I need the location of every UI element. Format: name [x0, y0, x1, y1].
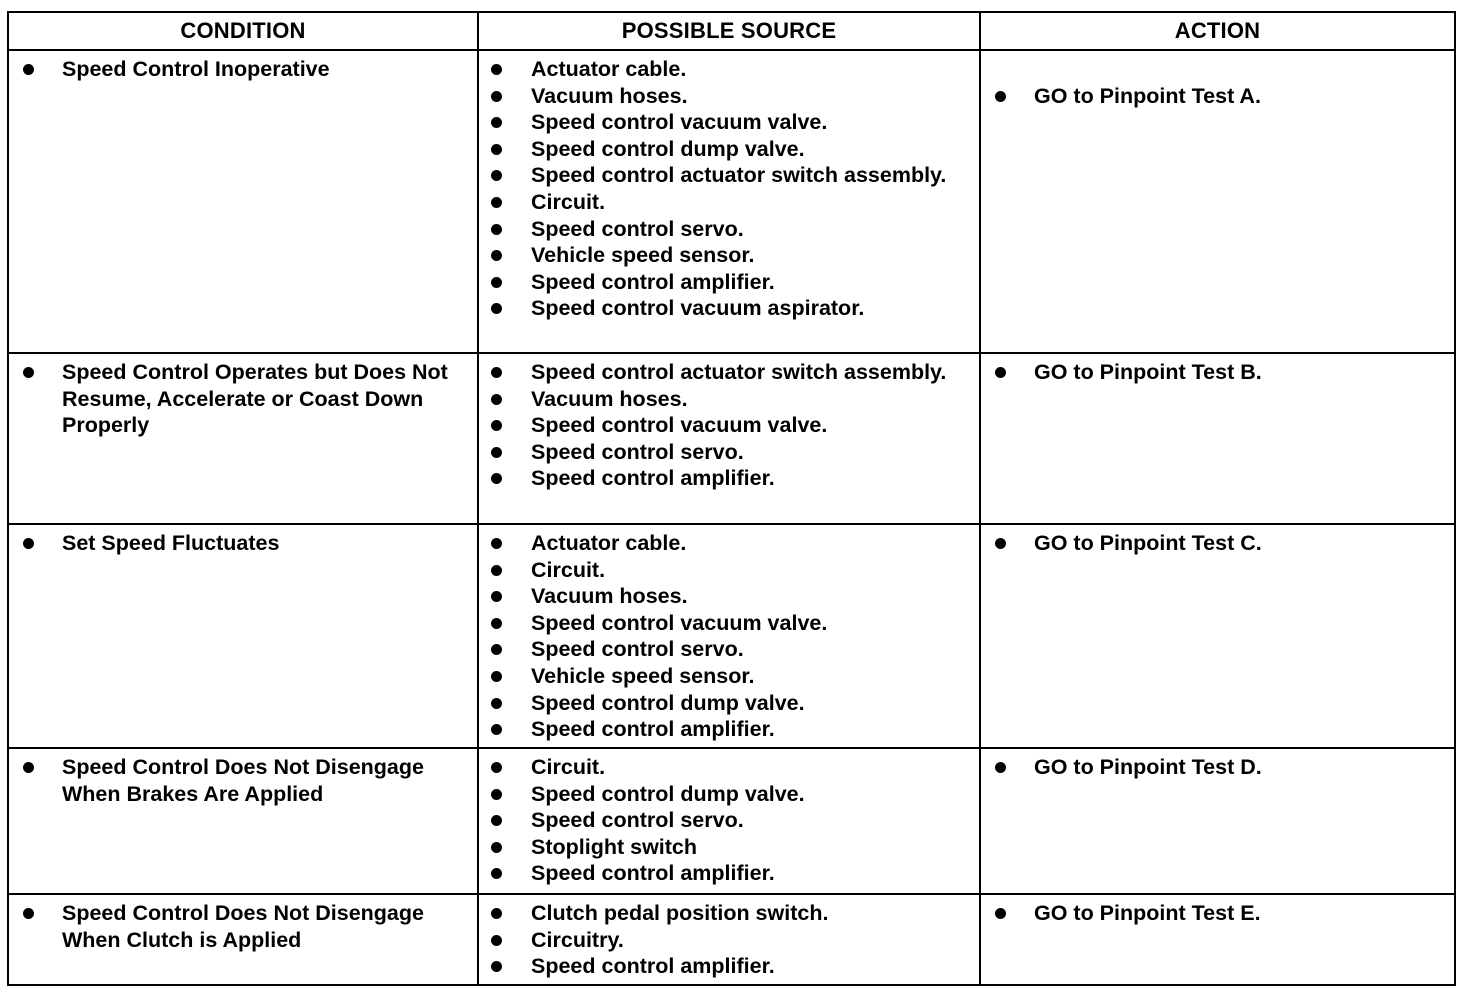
header-row	[8, 12, 1455, 50]
source-item-text: Speed control actuator switch assembly.	[531, 163, 947, 188]
bullet-icon	[23, 367, 34, 378]
source-item	[479, 557, 979, 584]
bullet-icon	[491, 367, 502, 378]
bullet-icon	[995, 762, 1006, 773]
condition-cell	[8, 50, 478, 353]
table-row-a	[8, 50, 1455, 353]
bullet-icon	[491, 224, 502, 235]
action-item	[981, 900, 1454, 927]
source-item	[479, 583, 979, 610]
source-item	[479, 716, 979, 743]
source-item-text: Circuit.	[531, 189, 606, 214]
source-item-text: Speed control servo.	[531, 808, 744, 833]
action-item-text: GO to Pinpoint Test D.	[1034, 755, 1262, 779]
source-item-text: Circuit.	[531, 755, 606, 779]
source-item	[479, 216, 979, 243]
source-item-text: Circuitry.	[531, 927, 624, 952]
action-item-text: GO to Pinpoint Test E.	[1034, 901, 1261, 925]
source-item	[479, 530, 979, 557]
source-item	[479, 834, 979, 861]
source-item-text: Speed control amplifier.	[531, 861, 775, 886]
source-item	[479, 189, 979, 216]
header-possible-source: POSSIBLE SOURCE	[478, 12, 980, 50]
possible-source-cell	[478, 50, 980, 353]
action-item	[981, 530, 1454, 557]
condition-cell	[8, 524, 478, 748]
source-item-text: Speed control servo.	[531, 637, 744, 662]
source-item	[479, 663, 979, 690]
condition-cell	[8, 748, 478, 894]
source-item-text: Speed control vacuum aspirator.	[531, 296, 865, 321]
source-item-text: Vacuum hoses.	[531, 584, 688, 609]
source-item	[479, 900, 979, 927]
bullet-icon	[491, 908, 502, 919]
table-row-b	[8, 353, 1455, 524]
bullet-icon	[995, 908, 1006, 919]
source-item-text: Circuit.	[531, 557, 606, 582]
source-item	[479, 242, 979, 269]
action-cell	[980, 524, 1455, 748]
possible-source-cell	[478, 748, 980, 894]
source-item	[479, 754, 979, 781]
bullet-icon	[491, 698, 502, 709]
source-item	[479, 860, 979, 887]
condition-item	[9, 754, 477, 807]
bullet-icon	[995, 538, 1006, 549]
source-item-text: Clutch pedal position switch.	[531, 901, 829, 925]
condition-cell	[8, 353, 478, 524]
condition-item-text: Speed Control Inoperative	[62, 57, 330, 81]
condition-item	[9, 900, 477, 953]
table-row-e	[8, 894, 1455, 985]
bullet-icon	[491, 842, 502, 853]
condition-item	[9, 530, 477, 557]
action-cell	[980, 748, 1455, 894]
source-item	[479, 109, 979, 136]
source-item	[479, 56, 979, 83]
bullet-icon	[23, 538, 34, 549]
source-item	[479, 359, 979, 386]
possible-source-cell	[478, 894, 980, 985]
bullet-icon	[491, 91, 502, 102]
bullet-icon	[491, 473, 502, 484]
table-body	[8, 50, 1455, 985]
source-item-text: Actuator cable.	[531, 57, 687, 81]
action-item-text: GO to Pinpoint Test C.	[1034, 531, 1262, 555]
bullet-icon	[23, 908, 34, 919]
action-cell	[980, 353, 1455, 524]
action-item	[981, 83, 1454, 110]
source-item	[479, 781, 979, 808]
possible-source-cell	[478, 524, 980, 748]
bullet-icon	[491, 591, 502, 602]
possible-source-cell	[478, 353, 980, 524]
source-item-text: Speed control servo.	[531, 439, 744, 464]
source-item-text: Speed control vacuum valve.	[531, 413, 828, 438]
source-item	[479, 636, 979, 663]
source-item-text: Speed control dump valve.	[531, 136, 805, 161]
bullet-icon	[491, 303, 502, 314]
source-item	[479, 690, 979, 717]
condition-item-text: Speed Control Operates but Does Not Resume, Accelerate or Coast Down Properly	[62, 360, 448, 438]
bullet-icon	[491, 170, 502, 181]
condition-item	[9, 56, 477, 83]
bullet-icon	[491, 868, 502, 879]
bullet-icon	[23, 762, 34, 773]
source-item-text: Speed control amplifier.	[531, 466, 775, 491]
bullet-icon	[491, 277, 502, 288]
source-item	[479, 412, 979, 439]
bullet-icon	[491, 117, 502, 128]
source-item	[479, 295, 979, 322]
source-item-text: Speed control amplifier.	[531, 954, 775, 979]
source-item-text: Stoplight switch	[531, 834, 698, 859]
action-item-text: GO to Pinpoint Test A.	[1034, 84, 1261, 108]
condition-cell	[8, 894, 478, 985]
source-item-text: Vacuum hoses.	[531, 83, 688, 108]
source-item	[479, 807, 979, 834]
header-condition: CONDITION	[8, 12, 478, 50]
source-item	[479, 439, 979, 466]
bullet-icon	[491, 64, 502, 75]
source-item	[479, 136, 979, 163]
bullet-icon	[995, 91, 1006, 102]
bullet-icon	[491, 420, 502, 431]
bullet-icon	[491, 961, 502, 972]
action-cell	[980, 50, 1455, 353]
bullet-icon	[995, 367, 1006, 378]
source-item-text: Speed control vacuum valve.	[531, 110, 828, 135]
source-item	[479, 269, 979, 296]
source-item-text: Vehicle speed sensor.	[531, 663, 755, 688]
source-item-text: Speed control dump valve.	[531, 781, 805, 806]
bullet-icon	[491, 144, 502, 155]
bullet-icon	[491, 724, 502, 735]
bullet-icon	[491, 815, 502, 826]
condition-item-text: Speed Control Does Not Disengage When Brakes Are Applied	[62, 755, 424, 806]
source-item-text: Vehicle speed sensor.	[531, 243, 755, 268]
source-item-text: Vacuum hoses.	[531, 386, 688, 411]
bullet-icon	[491, 789, 502, 800]
bullet-icon	[491, 394, 502, 405]
source-item	[479, 83, 979, 110]
source-item	[479, 927, 979, 954]
source-item-text: Speed control amplifier.	[531, 269, 775, 294]
bullet-icon	[491, 935, 502, 946]
condition-item	[9, 359, 477, 439]
bullet-icon	[491, 618, 502, 629]
condition-item-text: Speed Control Does Not Disengage When Clutch is Applied	[62, 901, 424, 952]
source-item-text: Actuator cable.	[531, 531, 687, 555]
bullet-icon	[491, 762, 502, 773]
source-item-text: Speed control amplifier.	[531, 717, 775, 742]
source-item-text: Speed control vacuum valve.	[531, 610, 828, 635]
bullet-icon	[23, 64, 34, 75]
action-cell	[980, 894, 1455, 985]
condition-item-text: Set Speed Fluctuates	[62, 531, 280, 555]
table-row-d	[8, 748, 1455, 894]
action-item-text: GO to Pinpoint Test B.	[1034, 360, 1262, 384]
source-item-text: Speed control actuator switch assembly.	[531, 360, 947, 384]
header-action: ACTION	[980, 12, 1455, 50]
bullet-icon	[491, 671, 502, 682]
action-item	[981, 754, 1454, 781]
bullet-icon	[491, 447, 502, 458]
source-item	[479, 465, 979, 492]
source-item	[479, 953, 979, 980]
bullet-icon	[491, 197, 502, 208]
source-item	[479, 610, 979, 637]
source-item	[479, 162, 979, 189]
bullet-icon	[491, 250, 502, 261]
bullet-icon	[491, 538, 502, 549]
bullet-icon	[491, 644, 502, 655]
table-row-c	[8, 524, 1455, 748]
source-item	[479, 386, 979, 413]
source-item-text: Speed control dump valve.	[531, 690, 805, 715]
source-item-text: Speed control servo.	[531, 216, 744, 241]
diagnosis-table	[7, 11, 1456, 986]
action-item	[981, 359, 1454, 386]
bullet-icon	[491, 565, 502, 576]
